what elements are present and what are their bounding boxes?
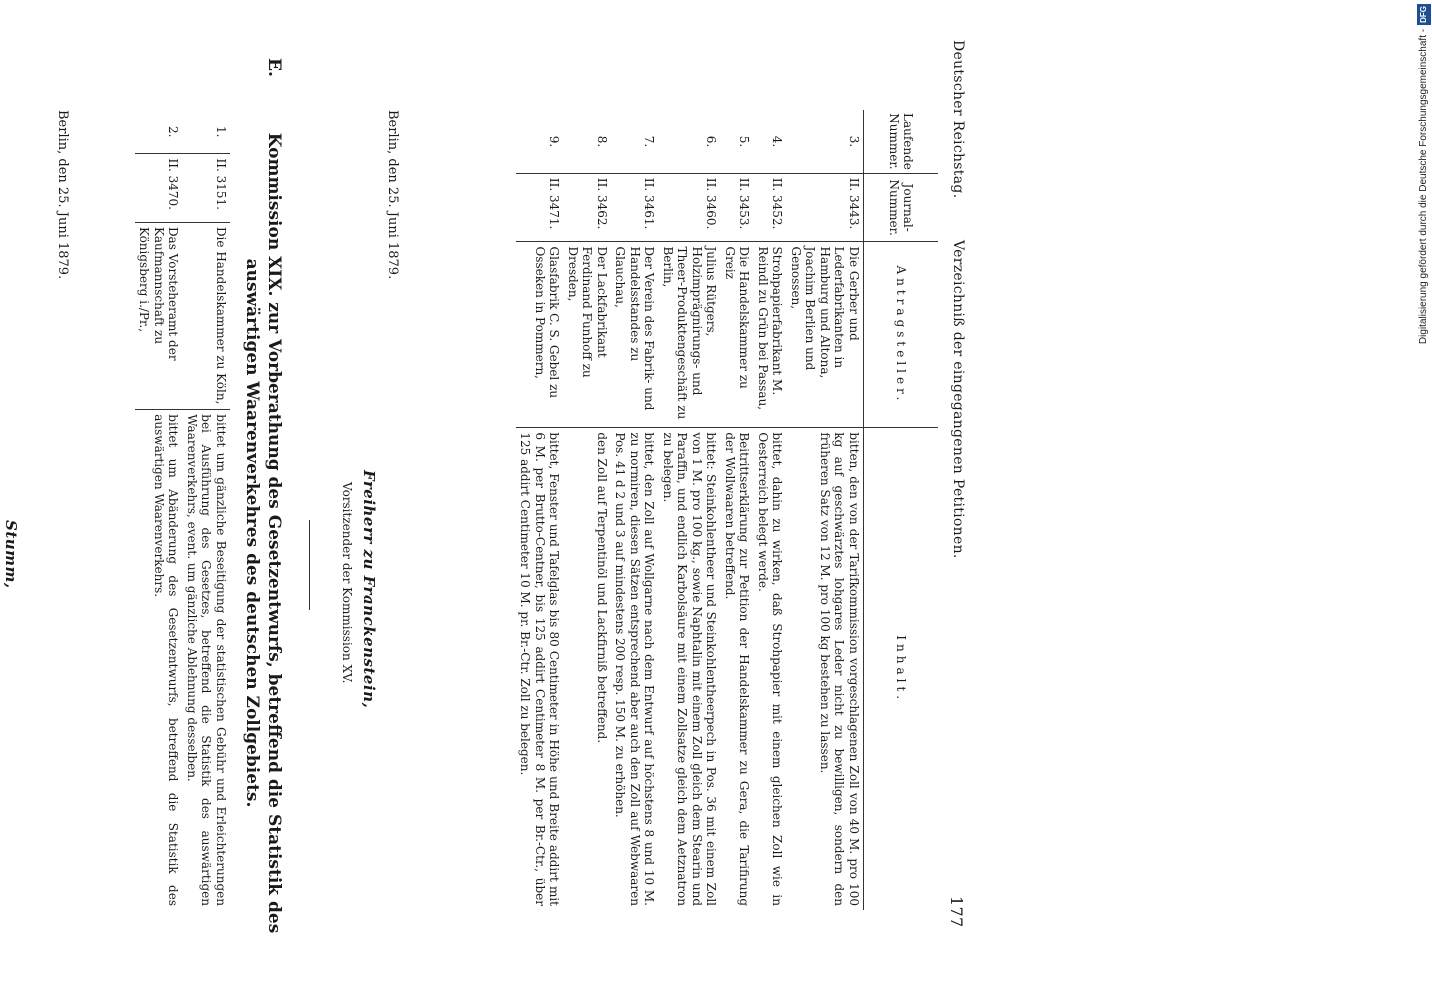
commission-xix-table	[135, 110, 230, 910]
funding-note	[1416, 4, 1432, 996]
petitions-table	[516, 110, 938, 910]
petitioner: Glasfabrik C. S. Gebel zu Osseken in Pommern,	[516, 242, 564, 428]
signature-role-1: Vorsitzender der Kommission XV.	[340, 482, 354, 684]
petitioner: Die Handelskammer zu Greiz	[721, 242, 754, 428]
petitioner: Die Gerber und Lederfabrikanten in Hamburg und Altona, Joachim Berlien und Genossen,	[787, 242, 864, 428]
signature-name-1: Freiherr zu Franckenstein,	[360, 470, 378, 709]
column-header-inhalt: Inhalt.	[864, 428, 939, 910]
table-row	[516, 110, 564, 910]
section-title: Kommission XIX. zur Vorberathung des Gesetzentwurfs, betreffend die Statistik des auswärtigen Waarenverkehres des deutschen Zollgebiets.	[242, 132, 284, 934]
date-line-2: Berlin, den 25. Juni 1879.	[55, 110, 70, 280]
petitioner: Der Lackfabrikant Ferdinand Funhoff zu Dresden,	[564, 242, 612, 428]
petition-content: bittet: Steinkohlentheer und Steinkohlentheerpech in Pos. 36 mit einem Zoll von 1 M. pro 100 kg., sowie Naphtalin mit einem Zoll gleich dem Stearin und Paraffin, und endlich Karbolsäure mit einem Zollsatze gleich dem Aetznatron zu belegen.	[659, 428, 721, 910]
table-row	[721, 110, 754, 910]
table-row	[564, 110, 612, 910]
petition-content: bittet um Abänderung des Gesetzentwurfs, betreffend die Statistik des auswärtigen Waarenverkehrs.	[135, 410, 183, 910]
row-number: 2.	[166, 126, 181, 138]
row-number: 9.	[547, 135, 562, 148]
petitioner: Die Handelskammer zu Köln,	[183, 222, 231, 409]
petition-content: bittet, dahin zu wirken, daß Strohpapier mit einem gleichen Zoll wie in Oesterreich belegt werde.	[754, 428, 787, 910]
petitions-table-header	[864, 110, 939, 910]
row-number: 7.	[642, 135, 657, 148]
petitioner: Strohpapierfabrikant M. Reindl zu Grün bei Passau,	[754, 242, 787, 428]
row-number: 5.	[737, 135, 752, 148]
table-row	[787, 110, 864, 910]
journal-number: II. 3460.	[659, 173, 721, 242]
dfg-logo: DFG	[1417, 4, 1431, 25]
divider	[309, 520, 310, 610]
running-header-title: Verzeichniß der eingegangenen Petitionen.	[950, 240, 966, 559]
petition-content: bitten, den von der Tarifkommission vorgeschlagenen Zoll von 40 M. pro 100 kg auf geschwärztes lohgares Leder nicht zu bewilligen, sondern den früheren Satz von 12 M. pro 100 kg bestehen zu lassen.	[787, 428, 864, 910]
petition-content: bittet, den Zoll auf Wollgarne nach dem Entwurf auf höchstens 8 und 10 M. zu normiren, diesen Sätzen entsprechend aber auch den Zoll auf Webwaaren Pos. 41 d 2 und 3 auf mindestens 200 resp. 150 M. zu erhöhen.	[611, 428, 659, 910]
journal-number: II. 3443.	[787, 173, 864, 242]
journal-number: II. 3470.	[135, 154, 183, 222]
journal-number: II. 3452.	[754, 173, 787, 242]
table-row	[611, 110, 659, 910]
column-header-journal-nummer: Journal-Nummer.	[864, 173, 939, 242]
row-number: 6.	[704, 135, 719, 148]
petition-content: bittet, Fenster und Tafelglas bis 80 Centimeter in Höhe und Breite addirt mit 6 M. per Brutto-Centner, bis 125 addirt Centimeter 8 M. per Br.-Ctr., über 125 addirt Centimeter 10 M. pr. Br.-Ctr. Zoll zu belegen.	[516, 428, 564, 910]
petitioner: Das Vorsteheramt der Kaufmannschaft zu Königsberg i./Pr.,	[135, 222, 183, 409]
funding-note-text: Digitalisierung gefördert durch die Deutsche Forschungsgemeinschaft -	[1418, 28, 1429, 345]
section-e-heading	[241, 58, 285, 968]
petition-content: bittet um gänzliche Beseitigung der statistischen Gebühr und Erleichterungen bei Ausführung des Gesetzes, betreffend die Statistik des auswärtigen Waarenverkehrs, event. um gänzliche Ablehnung desselben.	[183, 410, 231, 910]
petition-content: Beitrittserklärung zur Petition der Handelskammer zu Gera, die Tarifirung der Wollwaaren betreffend.	[721, 428, 754, 910]
section-label: E.	[264, 58, 284, 77]
row-number: 3.	[847, 135, 861, 148]
journal-number: II. 3462.	[564, 173, 612, 242]
table-row	[135, 110, 183, 910]
journal-number: II. 3453.	[721, 173, 754, 242]
signature-name-2: Stumm,	[2, 520, 20, 589]
row-number: 8.	[595, 135, 609, 148]
petition-content: den Zoll auf Terpentinöl und Lackfirniß betreffend.	[564, 428, 612, 910]
journal-number: II. 3151.	[183, 154, 231, 222]
journal-number: II. 3471.	[516, 173, 564, 242]
petitioner: Der Verein des Fabrik- und Handelsstandes zu Glauchau,	[611, 242, 659, 428]
table-row	[183, 110, 231, 910]
row-number: 4.	[770, 135, 785, 148]
date-line-1: Berlin, den 25. Juni 1879.	[385, 110, 400, 280]
petitioner: Julius Rütgers, Holzimprägnirungs- und Theer-Produktengeschäft zu Berlin,	[659, 242, 721, 428]
table-row	[659, 110, 721, 910]
column-header-laufende-nummer: Laufende Nummer.	[864, 110, 939, 173]
row-number: 1.	[214, 126, 228, 138]
column-header-antragsteller: Antragsteller.	[864, 242, 939, 428]
page-number: 177	[947, 896, 966, 928]
running-header-left: Deutscher Reichstag.	[950, 40, 966, 199]
table-row	[754, 110, 787, 910]
journal-number: II. 3461.	[611, 173, 659, 242]
